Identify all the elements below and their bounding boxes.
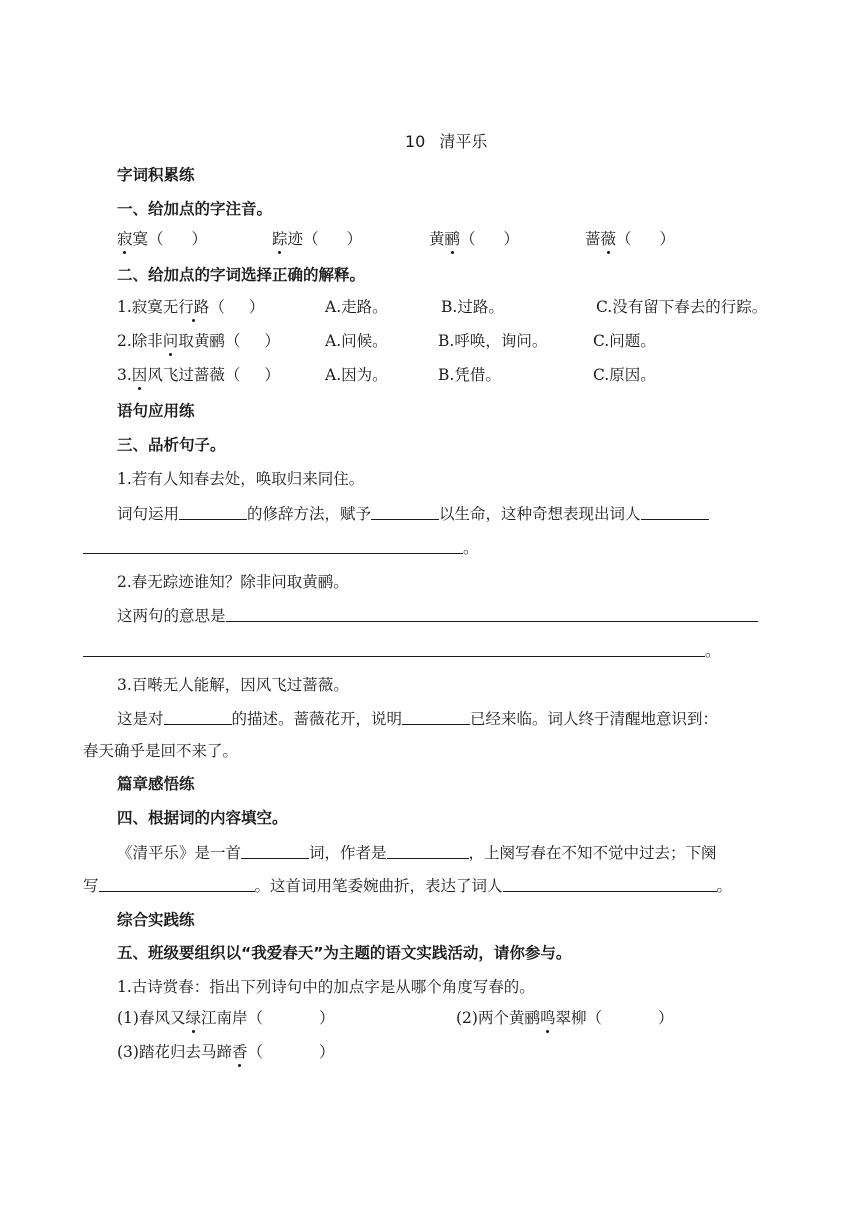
question-5-heading: 五、班级要组织以“我爱春天”为主题的语文实践活动，请你参与。 [117, 944, 572, 962]
q5-item-3: (3)踏花归去马蹄香（ ） [117, 1043, 335, 1061]
q5-item-1: (1)春风又绿江南岸（ ） [117, 1009, 335, 1027]
q2-row-1-option-c: C.没有留下春去的行踪。 [596, 298, 768, 316]
answer-blank[interactable] [641, 504, 709, 520]
q3-answer-3-cont: 春天确乎是回不来了。 [83, 742, 239, 760]
dotted-char: 寂 [117, 230, 133, 248]
q2-row-2-option-a: A.问候。 [325, 332, 388, 350]
answer-blank[interactable] [164, 709, 232, 725]
answer-blank[interactable] [99, 876, 255, 892]
q4-line-1: 《清平乐》是一首 词，作者是 ，上阕写春在不知不觉中过去；下阕 [117, 844, 717, 862]
question-3-heading: 三、品析句子。 [117, 436, 226, 454]
q1-item-1: 寂寞（ ） [117, 230, 208, 248]
dotted-char: 踪 [272, 230, 288, 248]
q3-answer-2: 这两句的意思是 [117, 606, 758, 626]
section-heading-4: 综合实践练 [117, 911, 195, 929]
section-heading-1: 字词积累练 [117, 166, 195, 184]
lesson-title: 清平乐 [439, 132, 488, 151]
q2-row-3-option-a: A.因为。 [325, 366, 388, 384]
q3-answer-2-cont: 。 [83, 641, 721, 661]
dotted-char: 薇 [600, 230, 617, 248]
q5-sub-1: 1.古诗赏春：指出下列诗句中的加点字是从哪个角度写春的。 [117, 978, 535, 996]
answer-blank[interactable] [402, 709, 470, 725]
q2-row-2-option-b: B.呼唤，询问。 [438, 332, 548, 350]
question-4-heading: 四、根据词的内容填空。 [117, 809, 288, 827]
answer-blank[interactable] [83, 641, 705, 657]
q4-line-2: 写 。这首词用笔委婉曲折，表达了词人 。 [83, 877, 733, 895]
answer-blank[interactable] [387, 843, 469, 859]
q1-item-4: 蔷薇（ ） [585, 230, 676, 248]
q1-item-3: 黄鹂（ ） [429, 230, 520, 248]
q2-row-3-option-c: C.原因。 [593, 366, 656, 384]
q3-answer-1-cont: 。 [83, 538, 479, 558]
dotted-char: 鹂 [444, 230, 461, 248]
answer-blank[interactable] [179, 504, 247, 520]
q2-row-2-option-c: C.问题。 [593, 332, 656, 350]
answer-blank[interactable] [503, 876, 717, 892]
q3-answer-1: 词句运用 的修辞方法，赋予 以生命，这种奇想表现出词人 [117, 504, 709, 524]
section-heading-3: 篇章感悟练 [117, 775, 195, 793]
answer-blank[interactable] [241, 843, 309, 859]
q3-sentence-1: 1.若有人知春去处，唤取归来同住。 [117, 470, 365, 488]
q2-row-2: 2.除非问取黄鹂（ ） [117, 332, 280, 350]
section-heading-2: 语句应用练 [117, 402, 195, 420]
q1-item-2: 踪迹（ ） [272, 230, 363, 248]
question-1-heading: 一、给加点的字注音。 [117, 200, 273, 218]
q3-sentence-2: 2.春无踪迹谁知？除非问取黄鹂。 [117, 573, 349, 591]
q2-row-3: 3.因风飞过蔷薇（ ） [117, 366, 280, 384]
lesson-number: 10 [405, 132, 426, 151]
answer-blank[interactable] [226, 606, 758, 622]
answer-blank[interactable] [83, 538, 463, 554]
question-2-heading: 二、给加点的字词选择正确的解释。 [117, 266, 366, 284]
answer-blank[interactable] [371, 504, 439, 520]
q2-row-1-option-a: A.走路。 [325, 298, 388, 316]
q5-item-2: (2)两个黄鹂鸣翠柳（ ） [456, 1009, 674, 1027]
q2-row-1-option-b: B.过路。 [441, 298, 504, 316]
page-title [405, 132, 487, 152]
q2-row-1: 1.寂寞无行路（ ） [117, 298, 265, 316]
q3-answer-3: 这是对 的描述。蔷薇花开，说明 已经来临。词人终于清醒地意识到： [117, 710, 719, 728]
q3-sentence-3: 3.百啭无人能解，因风飞过蔷薇。 [117, 676, 349, 694]
q2-row-3-option-b: B.凭借。 [438, 366, 501, 384]
